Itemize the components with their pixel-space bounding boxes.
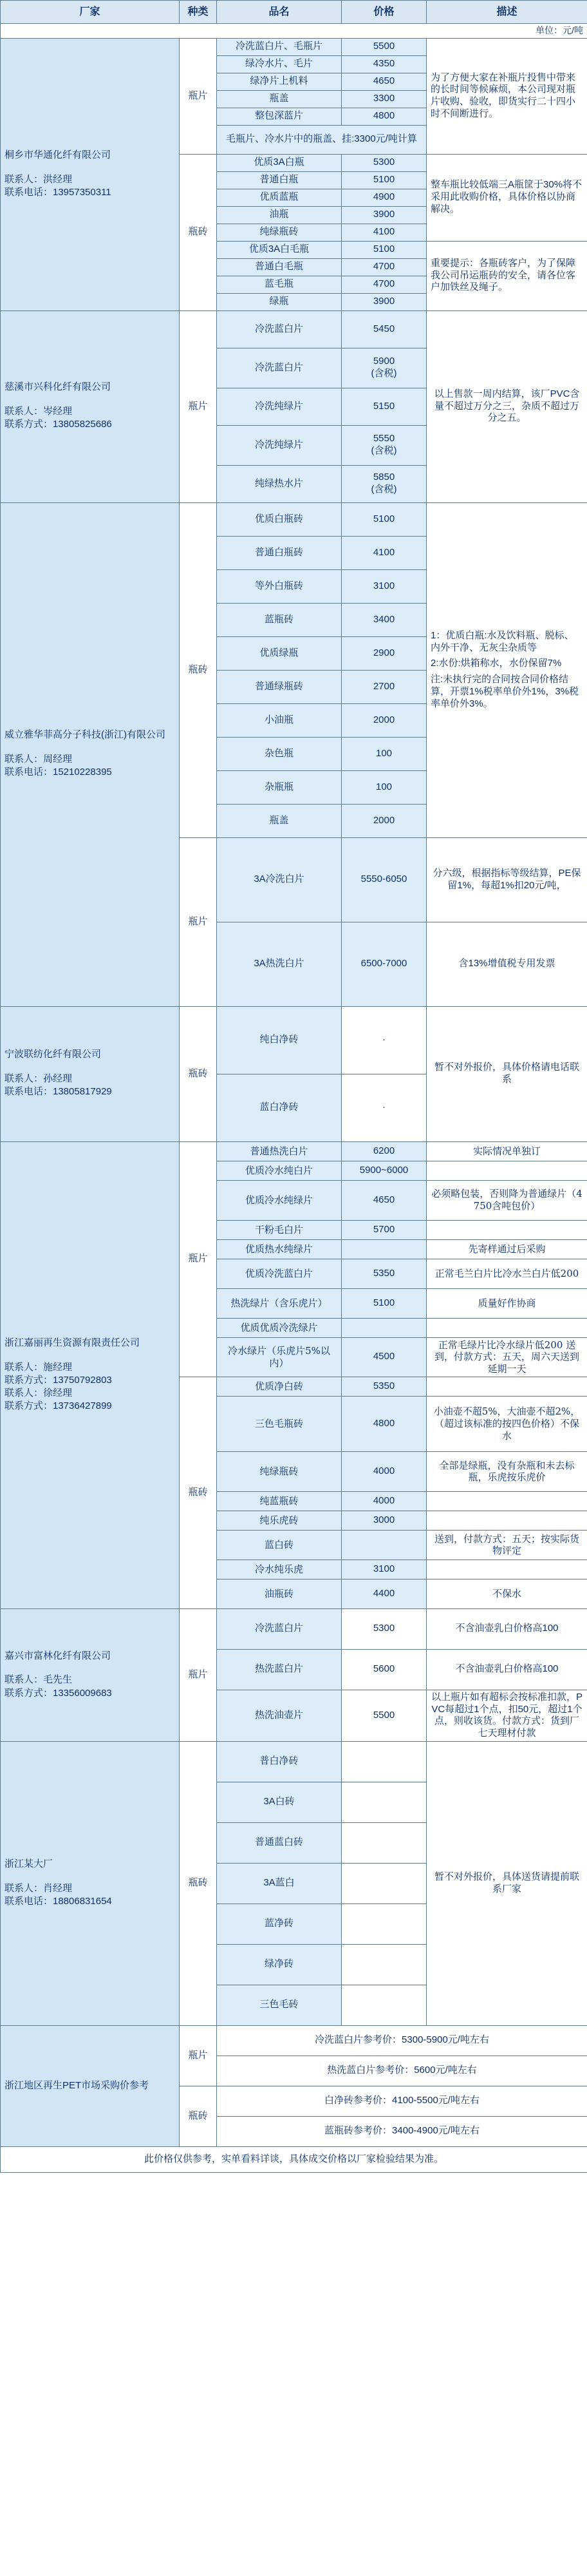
product-name: 普通白瓶砖 [217, 536, 342, 569]
product-name: 优质优质冷洗绿片 [217, 1318, 342, 1337]
product-name: 3A热洗白片 [217, 922, 342, 1006]
description: 送到，付款方式：五天；按实际货物评定 [427, 1530, 587, 1560]
description: 整车瓶比较低端三A瓶筐于30%将不采用此收购价格，具体价格以协商解决。 [427, 154, 587, 241]
kind-label: 瓶片 [180, 310, 217, 502]
contact-person: 联系人：周经理 [5, 754, 73, 765]
product-price: 4800 [342, 1396, 427, 1451]
product-price: 2900 [342, 636, 427, 670]
description: 必须略包装，否则降为普通绿片（4750含吨包价） [427, 1180, 587, 1220]
company-cell [1, 1741, 180, 2025]
product-name: 纯白净砖 [217, 1006, 342, 1074]
header-name: 品名 [217, 1, 342, 24]
product-name: 绿净砖 [217, 1944, 342, 1985]
product-price [342, 388, 427, 425]
product-name: 纯绿瓶砖 [217, 1451, 342, 1491]
header-price: 价格 [342, 1, 427, 24]
product-note: 毛瓶片、冷水片中的瓶盖、挂:3300元/吨计算 [217, 125, 427, 154]
product-price: 3000 [342, 1511, 427, 1530]
contact-person: 联系人：岑经理 [5, 406, 73, 417]
product-price: 6500-7000 [342, 922, 427, 1006]
product-price [342, 1318, 427, 1337]
description: 以上瓶片如有超标会按标准扣款，PVC每超过1个点，扣50元，超过1个点，则收该货。付款方式：货到厂七天理材付款 [427, 1690, 587, 1741]
product-name: 优质3A白毛瓶 [217, 241, 342, 258]
product-price [342, 310, 427, 348]
company-cell [1, 310, 180, 502]
desc-line: 注:未执行完的合同按合同价格结算，开票1%税率单价外1%，3%税率单价外3%。 [431, 674, 579, 709]
product-name: 蓝白净砖 [217, 1074, 342, 1141]
kind-label: 瓶砖 [180, 1006, 217, 1141]
product-name: 绿瓶 [217, 293, 342, 310]
product-name: 优质热水纯绿片 [217, 1239, 342, 1259]
description [427, 1318, 587, 1337]
section-title: 浙江地区再生PET市场采购价参考 [5, 2080, 149, 2092]
product-name: 绿净片上机料 [217, 73, 342, 90]
product-name: 干粉毛白片 [217, 1220, 342, 1239]
product-price: 4700 [342, 276, 427, 293]
product-name: 瓶盖 [217, 804, 342, 837]
product-name: 热洗油壶片 [217, 1690, 342, 1741]
product-price: 100 [342, 770, 427, 804]
table-row [1, 310, 587, 348]
unit-row [1, 24, 587, 39]
description: 实际情况单独订 [427, 1141, 587, 1161]
reference-price: 蓝瓶砖参考价：3400-4900元/吨左右 [217, 2116, 587, 2146]
product-price: 5300 [342, 1608, 427, 1649]
company-cell [1, 1006, 180, 1141]
product-price [342, 348, 427, 388]
product-price: · [342, 1006, 427, 1074]
product-name: 3A蓝白 [217, 1863, 342, 1903]
table-row [1, 1006, 587, 1074]
product-name: 冷洗蓝白片 [217, 348, 342, 388]
contact-person: 联系人：肖经理 [5, 1882, 73, 1894]
reference-price: 热洗蓝白片参考价：5600元/吨左右 [217, 2056, 587, 2086]
product-price [342, 465, 427, 502]
product-name: 普通蓝白砖 [217, 1822, 342, 1863]
company-name: 慈溪市兴科化纤有限公司 [5, 381, 111, 393]
product-price: 3400 [342, 603, 427, 636]
product-price [342, 425, 427, 465]
product-name: 纯乐虎砖 [217, 1511, 342, 1530]
header-desc: 描述 [427, 1, 587, 24]
contact-phone: 联系电话：13805817929 [5, 1086, 112, 1098]
product-name: 冷洗纯绿片 [217, 425, 342, 465]
description: 暂不对外报价，具体价格请电话联系 [427, 1006, 587, 1141]
desc-line: 1：优质白瓶:水及饮料瓶、脱标、内外干净、无灰尘杂质等 [431, 629, 574, 653]
product-name: 纯绿瓶砖 [217, 224, 342, 241]
table-row [1, 502, 587, 536]
product-price: 5700 [342, 1220, 427, 1239]
table-row [1, 1741, 587, 1782]
contact-person: 联系人：洪经理 [5, 173, 73, 185]
product-price: 4000 [342, 1451, 427, 1491]
product-price: 5100 [342, 241, 427, 258]
company-name: 桐乡市华通化纤有限公司 [5, 149, 111, 160]
product-price [342, 1944, 427, 1985]
table-row [1, 2025, 587, 2056]
product-price: 6200 [342, 1141, 427, 1161]
product-name: 绿冷水片、毛片 [217, 55, 342, 73]
product-name: 优质蓝瓶 [217, 189, 342, 206]
product-name: 3A白砖 [217, 1782, 342, 1822]
product-price [342, 1782, 427, 1822]
reference-price: 白净砖参考价：4100-5500元/吨左右 [217, 2086, 587, 2116]
description: 分六级，根据指标等级结算，PE保留1%，每超1%扣20元/吨， [427, 837, 587, 922]
reference-price: 冷洗蓝白片参考价：5300-5900元/吨左右 [217, 2025, 587, 2056]
description: 以上售款一周内结算，该厂PVC含量不超过万分之三，杂质不超过万分之五。 [427, 310, 587, 502]
product-name: 等外白瓶砖 [217, 569, 342, 603]
product-name: 纯蓝瓶砖 [217, 1491, 342, 1511]
product-name: 普通白瓶 [217, 171, 342, 189]
price-value: 5450 [373, 323, 395, 334]
kind-label: 瓶砖 [180, 502, 217, 837]
product-price [342, 1985, 427, 2025]
description: 含13%增值税专用发票 [427, 922, 587, 1006]
product-price: 5550-6050 [342, 837, 427, 922]
product-price: 4100 [342, 224, 427, 241]
description: 重要提示：各瓶砖客户，为了保障我公司吊运瓶砖的安全，请各位客户加铁丝及绳子。 [427, 241, 587, 310]
product-price: 5350 [342, 1377, 427, 1396]
product-name: 小油瓶 [217, 703, 342, 737]
product-name: 冷洗蓝白片 [217, 310, 342, 348]
kind-label: 瓶砖 [180, 1377, 217, 1608]
kind-label: 瓶砖 [180, 1741, 217, 2025]
product-price: 100 [342, 737, 427, 770]
product-price: 4800 [342, 108, 427, 125]
product-name: 整包深蓝片 [217, 108, 342, 125]
company-cell [1, 1141, 180, 1608]
unit-label: 单位：元/吨 [1, 24, 587, 39]
product-price: 3100 [342, 1560, 427, 1579]
product-price: · [342, 1074, 427, 1141]
description [427, 1377, 587, 1396]
description: 不保水 [427, 1579, 587, 1608]
product-price: 3900 [342, 293, 427, 310]
company-name: 嘉兴市富林化纤有限公司 [5, 1650, 111, 1661]
product-name: 冷水纯乐虎 [217, 1560, 342, 1579]
table-row [1, 1141, 587, 1161]
description: 质量好作协商 [427, 1288, 587, 1318]
product-name: 蓝净砖 [217, 1903, 342, 1944]
product-price [342, 1822, 427, 1863]
description [427, 1511, 587, 1530]
product-price: 4500 [342, 1337, 427, 1377]
product-price: 3900 [342, 206, 427, 224]
contact-person: 联系人：毛先生 [5, 1674, 73, 1686]
company-cell [1, 1608, 180, 1741]
contact-phone: 联系电话：18806831654 [5, 1896, 112, 1907]
company-cell [1, 502, 180, 1006]
kind-label: 瓶砖 [180, 2086, 217, 2146]
product-name: 杂色瓶 [217, 737, 342, 770]
product-price: 5600 [342, 1649, 427, 1690]
product-price: 4900 [342, 189, 427, 206]
product-price: 4700 [342, 258, 427, 276]
product-name: 三色毛砖 [217, 1985, 342, 2025]
product-name: 油瓶砖 [217, 1579, 342, 1608]
product-name: 油瓶 [217, 206, 342, 224]
product-name: 普通热洗白片 [217, 1141, 342, 1161]
product-name: 蓝瓶砖 [217, 603, 342, 636]
kind-label: 瓶片 [180, 38, 217, 154]
product-price [342, 1903, 427, 1944]
contact-phone: 联系方式：13736427899 [5, 1400, 112, 1412]
price-value: 5900 (含税) [371, 356, 397, 379]
description: 全部是绿瓶，没有杂瓶和未去标瓶，乐虎按乐虎价 [427, 1451, 587, 1491]
product-price: 4650 [342, 1180, 427, 1220]
desc-line: 2:水份:烘箱称水，水份保留7% [431, 658, 562, 669]
description: 不含油壶乳白价格高100 [427, 1649, 587, 1690]
description [427, 1220, 587, 1239]
product-price: 5500 [342, 38, 427, 55]
product-name: 纯绿热水片 [217, 465, 342, 502]
product-name: 蓝毛瓶 [217, 276, 342, 293]
product-price: 5100 [342, 1288, 427, 1318]
company-name: 浙江某大厂 [5, 1858, 53, 1870]
product-name: 冷洗蓝白片、毛瓶片 [217, 38, 342, 55]
product-price: 2000 [342, 804, 427, 837]
description: 为了方便大家在补瓶片投售中带来的长时间等候麻烦，本公司现对瓶片收购、验收，即货实行二十四小时不间断进行。 [427, 38, 587, 154]
product-name: 优质白瓶砖 [217, 502, 342, 536]
description: 正常毛兰白片比冷水兰白片低200 [427, 1259, 587, 1288]
product-name: 蓝白砖 [217, 1530, 342, 1560]
price-value: 5850 (含税) [371, 472, 397, 495]
description: 正常毛绿片比冷水绿片低200 送到，付款方式：五天，周六天送到延期一天 [427, 1337, 587, 1377]
product-name: 优质冷水纯绿片 [217, 1180, 342, 1220]
kind-label: 瓶片 [180, 2025, 217, 2086]
company-cell [1, 38, 180, 310]
contact-phone: 联系电话：15210228395 [5, 767, 112, 778]
product-price: 5100 [342, 171, 427, 189]
header-company: 厂家 [1, 1, 180, 24]
company-name: 宁波联纺化纤有限公司 [5, 1049, 102, 1060]
product-name: 普通绿瓶砖 [217, 670, 342, 703]
product-name: 3A冷洗白片 [217, 837, 342, 922]
product-name: 三色毛瓶砖 [217, 1396, 342, 1451]
product-price: 5100 [342, 502, 427, 536]
product-price: 4400 [342, 1579, 427, 1608]
product-price: 4350 [342, 55, 427, 73]
contact-person: 联系人：徐经理 [5, 1388, 73, 1398]
product-name: 杂瓶瓶 [217, 770, 342, 804]
product-price: 5350 [342, 1259, 427, 1288]
kind-label: 瓶砖 [180, 154, 217, 310]
product-name: 优质冷水纯白片 [217, 1161, 342, 1180]
product-price [342, 1239, 427, 1259]
product-price: 5900~6000 [342, 1161, 427, 1180]
kind-label: 瓶片 [180, 1608, 217, 1741]
price-value: 5550 (含税) [371, 433, 397, 456]
disclaimer: 此价格仅供参考，实单看料详谈，具体成交价格以厂家检验结果为准。 [1, 2146, 587, 2172]
product-price: 2000 [342, 703, 427, 737]
product-name: 普白净砖 [217, 1741, 342, 1782]
contact-person: 联系人：孙经理 [5, 1073, 73, 1085]
product-price [342, 1530, 427, 1560]
product-name: 优质绿瓶 [217, 636, 342, 670]
header-row [1, 1, 587, 24]
description: 小油壶不超5%，大油壶不超2%，（超过该标准的按四色价格）不保水 [427, 1396, 587, 1451]
product-name: 普通白毛瓶 [217, 258, 342, 276]
contact-phone: 联系方式：13356009683 [5, 1687, 112, 1699]
table-row [1, 1608, 587, 1649]
product-name: 瓶盖 [217, 90, 342, 108]
product-price [342, 1741, 427, 1782]
product-price: 3300 [342, 90, 427, 108]
kind-label: 瓶片 [180, 837, 217, 1006]
product-price: 4000 [342, 1491, 427, 1511]
product-name: 优质冷洗蓝白片 [217, 1259, 342, 1288]
price-value: 5150 [373, 400, 395, 412]
product-name: 冷水绿片（乐虎片5%以内） [217, 1337, 342, 1377]
description [427, 1491, 587, 1511]
kind-label: 瓶片 [180, 1141, 217, 1377]
description [427, 1560, 587, 1579]
description: 暂不对外报价，具体送货请提前联系厂家 [427, 1741, 587, 2025]
company-cell [1, 2025, 180, 2146]
product-price: 5500 [342, 1690, 427, 1741]
product-name: 热洗绿片（含乐虎片） [217, 1288, 342, 1318]
product-price: 4100 [342, 536, 427, 569]
company-name: 浙江嘉丽再生资源有限责任公司 [5, 1337, 140, 1348]
description: 先寄样通过后采购 [427, 1239, 587, 1259]
product-price: 3100 [342, 569, 427, 603]
description: 不含油壶乳白价格高100 [427, 1608, 587, 1649]
product-price: 5300 [342, 154, 427, 171]
product-price [342, 1863, 427, 1903]
contact-phone: 联系方式：13805825686 [5, 419, 112, 430]
product-price: 4650 [342, 73, 427, 90]
product-name: 冷洗蓝白片 [217, 1608, 342, 1649]
description [427, 502, 587, 837]
contact-person: 联系人：施经理 [5, 1361, 73, 1373]
contact-phone: 联系方式：13750792803 [5, 1374, 112, 1386]
description [427, 1161, 587, 1180]
company-name: 威立雅华菲高分子科技(浙江)有限公司 [5, 729, 165, 741]
header-kind: 种类 [180, 1, 217, 24]
product-price: 2700 [342, 670, 427, 703]
product-name: 冷洗纯绿片 [217, 388, 342, 425]
contact-phone: 联系电话：13957350311 [5, 186, 111, 198]
table-row [1, 38, 587, 55]
product-name: 优质3A白瓶 [217, 154, 342, 171]
footer-row [1, 2146, 587, 2172]
product-name: 热洗蓝白片 [217, 1649, 342, 1690]
product-name: 优质净白砖 [217, 1377, 342, 1396]
